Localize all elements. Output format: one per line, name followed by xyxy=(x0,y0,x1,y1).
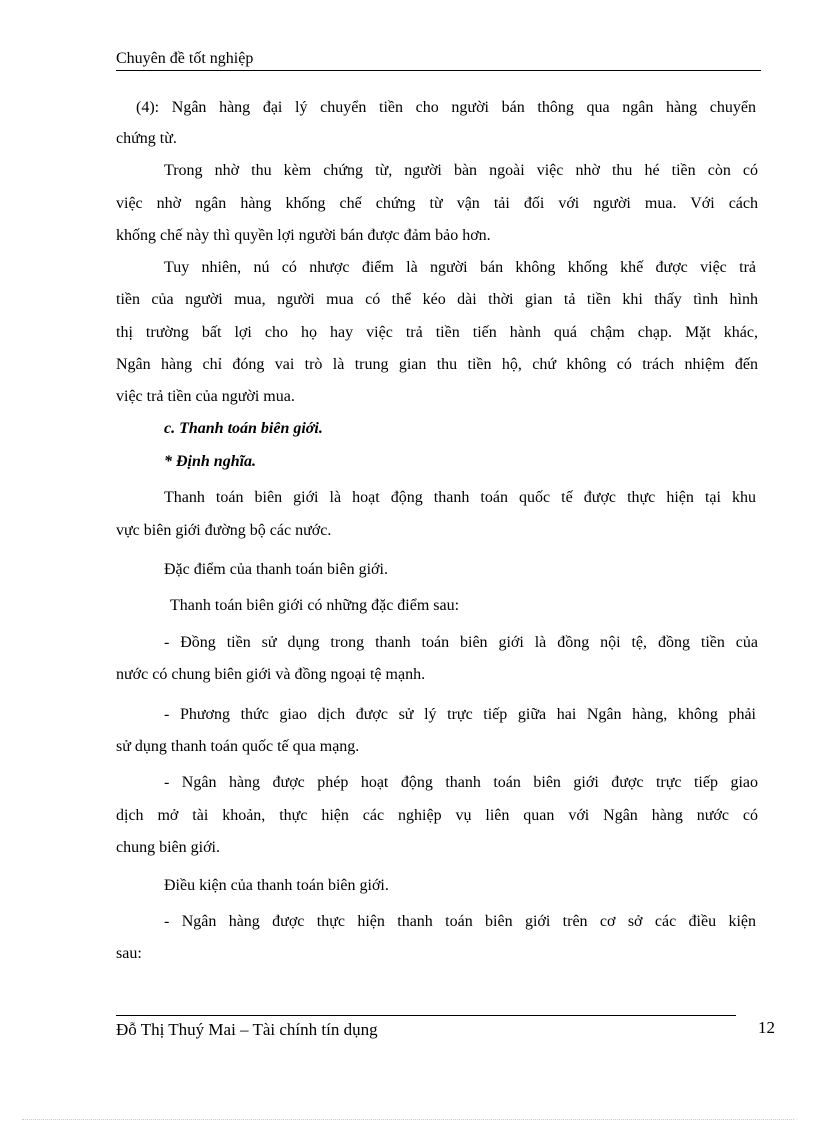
body-line: Thanh toán biên giới có những đặc điểm sau: xyxy=(170,597,460,614)
body-line: Trong nhờ thu kèm chứng từ, người bàn ngoài việc nhờ thu hé tiền còn có xyxy=(164,162,758,179)
footer-divider xyxy=(116,1015,736,1016)
header-divider xyxy=(116,70,761,71)
body-line: thị trường bất lợi cho họ hay việc trả tiền tiến hành quá chậm chạp. Mặt khác, xyxy=(116,324,758,341)
body-line: chung biên giới. xyxy=(116,839,220,856)
body-line: dịch mở tài khoản, thực hiện các nghiệp vụ liên quan với Ngân hàng nước có xyxy=(116,807,758,824)
body-line: chứng từ. xyxy=(116,130,177,147)
body-line: Điều kiện của thanh toán biên giới. xyxy=(164,877,389,894)
body-line: Tuy nhiên, nú có nhược điểm là người bán không khống khế được việc trả xyxy=(164,259,756,276)
body-line: sau: xyxy=(116,945,142,962)
subsection-heading: * Định nghĩa. xyxy=(164,453,257,470)
body-line: - Đồng tiền sử dụng trong thanh toán biên giới là đồng nội tệ, đồng tiền của xyxy=(164,634,758,651)
body-line: Đặc điểm của thanh toán biên giới. xyxy=(164,561,388,578)
page-number: 12 xyxy=(758,1018,775,1037)
body-line: khống chế này thì quyền lợi người bán được đảm bảo hơn. xyxy=(116,227,491,244)
body-line: vực biên giới đường bộ các nước. xyxy=(116,522,332,539)
page-bottom-border xyxy=(22,1119,794,1120)
body-line: việc nhờ ngân hàng khống chế chứng từ vận tải đối với người mua. Với cách xyxy=(116,195,758,212)
section-heading: c. Thanh toán biên giới. xyxy=(164,420,323,437)
body-line: tiền của người mua, người mua có thể kéo dài thời gian tả tiền khi thấy tình hình xyxy=(116,291,758,308)
body-line: sử dụng thanh toán quốc tế qua mạng. xyxy=(116,738,360,755)
header-title: Chuyên đề tốt nghiệp xyxy=(116,50,254,67)
body-line: - Ngân hàng được thực hiện thanh toán biên giới trên cơ sở các điều kiện xyxy=(164,913,756,930)
body-line: việc trả tiền của người mua. xyxy=(116,388,295,405)
body-line: - Phương thức giao dịch được sử lý trực tiếp giữa hai Ngân hàng, không phải xyxy=(164,706,756,723)
body-line: Thanh toán biên giới là hoạt động thanh toán quốc tế được thực hiện tại khu xyxy=(164,489,756,506)
body-line: - Ngân hàng được phép hoạt động thanh toán biên giới được trực tiếp giao xyxy=(164,774,758,791)
body-line: (4): Ngân hàng đại lý chuyển tiền cho người bán thông qua ngân hàng chuyển xyxy=(136,99,756,116)
body-line: nước có chung biên giới và đồng ngoại tệ mạnh. xyxy=(116,666,426,683)
body-line: Ngân hàng chỉ đóng vai trò là trung gian thu tiền hộ, chứ không có trách nhiệm đến xyxy=(116,356,758,373)
footer-author: Đỗ Thị Thuý Mai – Tài chính tín dụng xyxy=(116,1020,378,1039)
